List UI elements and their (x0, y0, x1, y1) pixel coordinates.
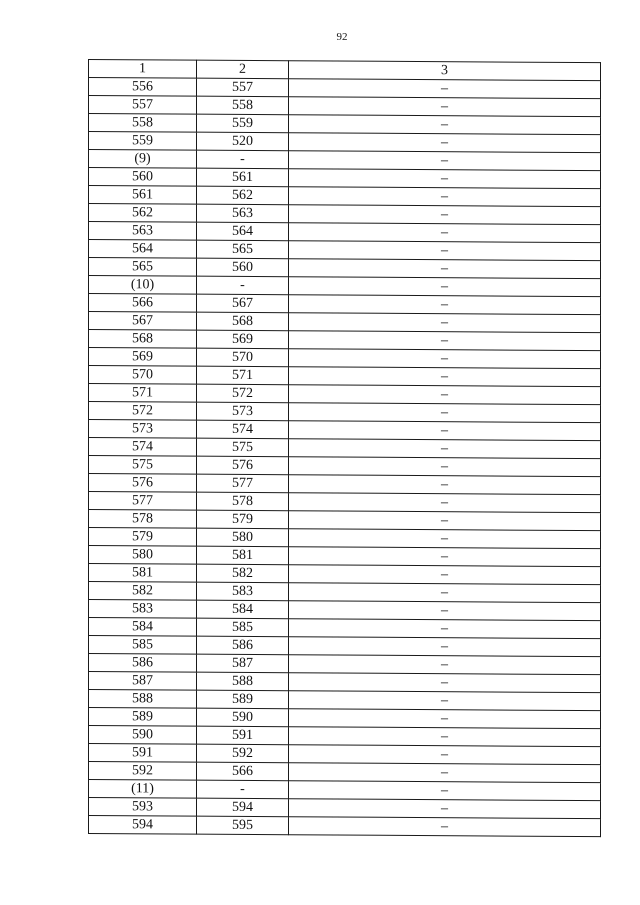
table-cell-col-2: 592 (197, 744, 289, 763)
table-cell-col-3: – (289, 691, 601, 711)
table-cell-col-2: 578 (197, 492, 289, 511)
table-cell-col-2: 595 (197, 816, 289, 835)
table-cell-col-3: – (289, 565, 601, 585)
table-cell-col-2: 590 (197, 708, 289, 727)
table-cell-col-1: 577 (89, 492, 197, 511)
table-cell-col-1: 568 (89, 330, 197, 349)
table-cell-col-3: – (289, 763, 601, 783)
table-cell-col-3: – (289, 655, 601, 675)
table-cell-col-3: – (289, 457, 601, 477)
table-cell-col-1: 587 (89, 672, 197, 691)
table-cell-col-3: – (289, 799, 601, 819)
data-table (88, 59, 601, 837)
table-cell-col-1: 578 (89, 510, 197, 529)
table-cell-col-2: 573 (197, 402, 289, 421)
table-cell-col-3: – (289, 115, 601, 135)
table-cell-col-1: 556 (89, 78, 197, 97)
table-cell-col-1: 557 (89, 96, 197, 115)
table-cell-col-3: – (289, 421, 601, 441)
table-cell-col-3: – (289, 367, 601, 387)
table-cell-col-3: – (289, 529, 601, 549)
table-cell-col-1: 566 (89, 294, 197, 313)
table-cell-col-1: 564 (89, 240, 197, 259)
table-cell-col-3: – (289, 223, 601, 243)
table-cell-col-2: 591 (197, 726, 289, 745)
table-cell-col-1: 572 (89, 402, 197, 421)
table-cell-col-3: – (289, 727, 601, 747)
table-cell-col-3: – (289, 97, 601, 117)
table-cell-col-2: 586 (197, 636, 289, 655)
table-cell-col-3: – (289, 151, 601, 171)
table-cell-col-2: 563 (197, 204, 289, 223)
table-cell-col-1: (11) (89, 780, 197, 799)
table-cell-col-1: 583 (89, 600, 197, 619)
table-cell-col-2: 568 (197, 312, 289, 331)
table-cell-col-2: 574 (197, 420, 289, 439)
table-cell-col-2: - (197, 780, 289, 799)
table-row (89, 816, 601, 837)
table-cell-col-1: 574 (89, 438, 197, 457)
table-cell-col-2: 559 (197, 114, 289, 133)
table-cell-col-1: 588 (89, 690, 197, 709)
column-header-2: 2 (197, 60, 289, 79)
table-cell-col-2: 587 (197, 654, 289, 673)
table-cell-col-3: – (289, 259, 601, 279)
table-cell-col-2: 567 (197, 294, 289, 313)
table-cell-col-2: 557 (197, 78, 289, 97)
table-cell-col-3: – (289, 439, 601, 459)
table-body (89, 78, 601, 837)
table-cell-col-1: 558 (89, 114, 197, 133)
table-cell-col-2: 577 (197, 474, 289, 493)
table-cell-col-1: 592 (89, 762, 197, 781)
table-cell-col-2: 570 (197, 348, 289, 367)
table-cell-col-3: – (289, 403, 601, 423)
table-cell-col-3: – (289, 637, 601, 657)
table-cell-col-1: 586 (89, 654, 197, 673)
table-cell-col-3: – (289, 169, 601, 189)
table-cell-col-1: 580 (89, 546, 197, 565)
table-cell-col-1: 559 (89, 132, 197, 151)
table-cell-col-3: – (289, 547, 601, 567)
table-cell-col-3: – (289, 601, 601, 621)
table-cell-col-2: 575 (197, 438, 289, 457)
table-cell-col-1: 579 (89, 528, 197, 547)
table-cell-col-2: 584 (197, 600, 289, 619)
table-cell-col-2: 562 (197, 186, 289, 205)
table-cell-col-3: – (289, 133, 601, 153)
column-header-1: 1 (89, 60, 197, 79)
table-cell-col-1: 562 (89, 204, 197, 223)
table-cell-col-3: – (289, 295, 601, 315)
table-cell-col-1: 593 (89, 798, 197, 817)
table-cell-col-2: 583 (197, 582, 289, 601)
table-cell-col-2: 564 (197, 222, 289, 241)
table-cell-col-2: 561 (197, 168, 289, 187)
table-cell-col-2: 520 (197, 132, 289, 151)
table-cell-col-1: 565 (89, 258, 197, 277)
table-cell-col-1: 585 (89, 636, 197, 655)
table-cell-col-2: 571 (197, 366, 289, 385)
table-cell-col-1: 575 (89, 456, 197, 475)
table-cell-col-3: – (289, 817, 601, 837)
table-cell-col-3: – (289, 187, 601, 207)
table-cell-col-2: 594 (197, 798, 289, 817)
table-cell-col-2: 582 (197, 564, 289, 583)
table-cell-col-3: – (289, 79, 601, 99)
table-cell-col-2: - (197, 150, 289, 169)
table-cell-col-1: 591 (89, 744, 197, 763)
table-cell-col-2: 589 (197, 690, 289, 709)
table-cell-col-1: 582 (89, 582, 197, 601)
table-cell-col-1: 563 (89, 222, 197, 241)
table-cell-col-1: 569 (89, 348, 197, 367)
table-cell-col-2: 576 (197, 456, 289, 475)
column-header-3: 3 (289, 61, 601, 81)
table-cell-col-2: 560 (197, 258, 289, 277)
table-cell-col-3: – (289, 511, 601, 531)
table-cell-col-1: 590 (89, 726, 197, 745)
table-cell-col-2: 558 (197, 96, 289, 115)
table-cell-col-3: – (289, 277, 601, 297)
table-cell-col-1: 570 (89, 366, 197, 385)
table-cell-col-3: – (289, 385, 601, 405)
table-cell-col-1: (10) (89, 276, 197, 295)
table-cell-col-3: – (289, 493, 601, 513)
table-cell-col-3: – (289, 205, 601, 225)
table-cell-col-3: – (289, 583, 601, 603)
table-cell-col-2: 588 (197, 672, 289, 691)
table-cell-col-2: 580 (197, 528, 289, 547)
table-cell-col-2: 572 (197, 384, 289, 403)
table-cell-col-2: 565 (197, 240, 289, 259)
table-cell-col-2: 569 (197, 330, 289, 349)
table-cell-col-1: (9) (89, 150, 197, 169)
table-cell-col-3: – (289, 241, 601, 261)
table-cell-col-2: - (197, 276, 289, 295)
table-cell-col-3: – (289, 313, 601, 333)
table-cell-col-3: – (289, 673, 601, 693)
table-cell-col-1: 571 (89, 384, 197, 403)
table-cell-col-1: 576 (89, 474, 197, 493)
table-cell-col-3: – (289, 331, 601, 351)
table-cell-col-1: 584 (89, 618, 197, 637)
table-cell-col-1: 567 (89, 312, 197, 331)
table-cell-col-2: 585 (197, 618, 289, 637)
table-cell-col-1: 594 (89, 816, 197, 835)
table-cell-col-2: 579 (197, 510, 289, 529)
table-cell-col-1: 560 (89, 168, 197, 187)
table-cell-col-1: 573 (89, 420, 197, 439)
table-cell-col-3: – (289, 745, 601, 765)
table-cell-col-1: 589 (89, 708, 197, 727)
table-cell-col-1: 561 (89, 186, 197, 205)
table-cell-col-3: – (289, 475, 601, 495)
table-cell-col-2: 566 (197, 762, 289, 781)
table-cell-col-1: 581 (89, 564, 197, 583)
table-cell-col-3: – (289, 349, 601, 369)
table-cell-col-3: – (289, 619, 601, 639)
table-cell-col-3: – (289, 709, 601, 729)
table-cell-col-3: – (289, 781, 601, 801)
page-number: 92 (336, 31, 348, 43)
table-cell-col-2: 581 (197, 546, 289, 565)
